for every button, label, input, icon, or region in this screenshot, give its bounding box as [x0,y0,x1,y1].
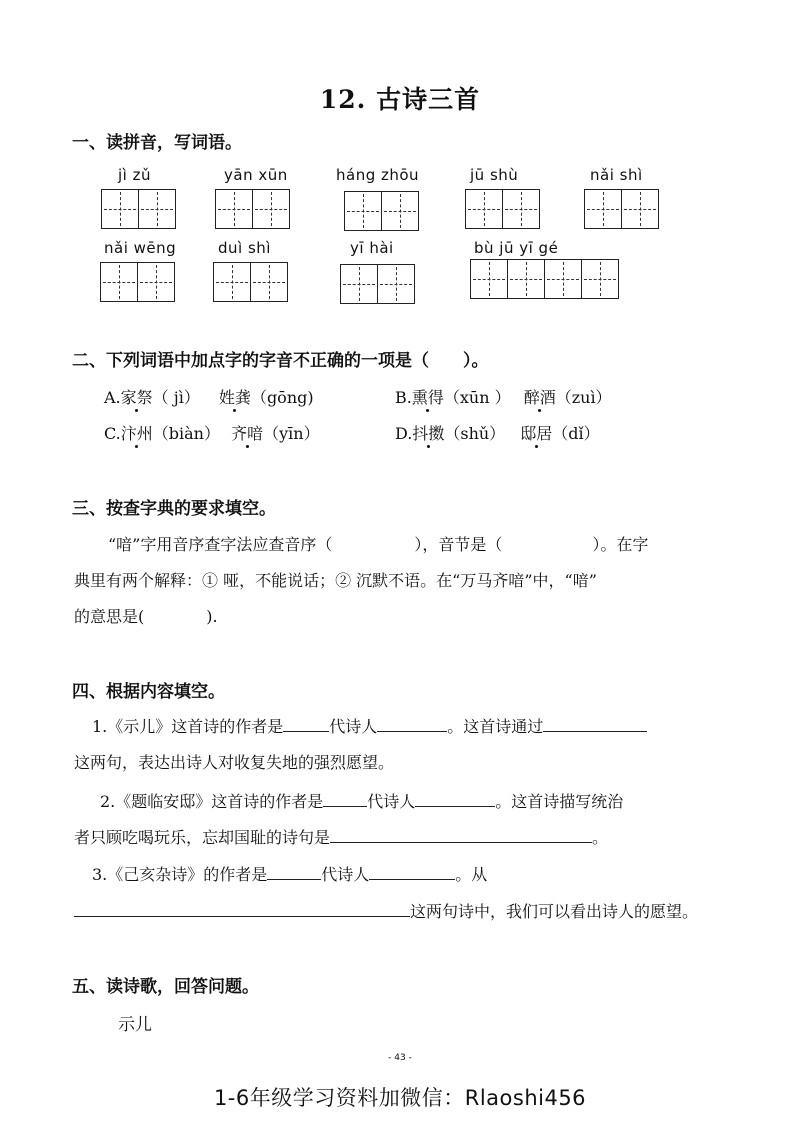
fill-blank-q3-poet[interactable] [369,863,455,880]
fill-q2-b: 代诗人 [367,792,416,811]
fill-q2-line1 [100,789,623,812]
choice-b-word2: 醉酒 [523,388,556,407]
choice-c-label: C. [104,424,121,443]
dict-line-2: 典里有两个解释：① 哑，不能说话；② 沉默不语。在“万马齐喑”中，“喑” [74,571,597,590]
section-5-heading: 五、读诗歌，回答问题。 [72,977,259,997]
choice-c-word1: 汴州 [120,424,153,443]
choice-a-word2: 姓龚 [218,388,251,407]
choice-c[interactable] [104,421,320,444]
writing-box-6[interactable] [100,262,175,302]
choice-a-pinyin2: （gōng) [250,388,314,407]
choice-d-word2: 邸居 [520,424,553,443]
writing-box-1[interactable] [101,189,176,229]
choice-d-pinyin2: （dǐ） [552,424,600,443]
choice-b[interactable] [395,385,612,408]
choice-b-pinyin2: （zuì） [555,388,612,407]
choice-d[interactable] [395,421,600,444]
section-2-heading: 二、下列词语中加点字的字音不正确的一项是（ ）。 [72,351,489,371]
dict-line-1 [108,532,648,555]
choice-d-label: D. [395,424,413,443]
fill-blank-q3-lines[interactable] [74,900,410,917]
section-1-heading: 一、读拼音，写词语。 [72,133,242,153]
footer-note: 1-6年级学习资料加微信：Rlaoshi456 [213,1086,587,1110]
fill-blank-q1-poet[interactable] [377,715,447,732]
writing-box-4[interactable] [465,189,540,229]
fill-q1-line1 [92,714,647,737]
fill-q3-c: 。从 [455,865,488,884]
fill-q3-line1 [92,862,487,885]
fill-q1-c: 。这首诗通过 [447,717,544,736]
pinyin-5: nǎi shì [590,166,643,184]
pinyin-3: háng zhōu [336,166,420,184]
fill-q1-line2: 这两句，表达出诗人对收复失地的强烈愿望。 [74,753,395,772]
pinyin-1: jì zǔ [118,166,151,184]
pinyin-7: duì shì [218,239,271,257]
choice-b-word1: 熏得 [411,388,444,407]
page-number: - 43 - [388,1053,412,1063]
fill-q2-d: 者只顾吃喝玩乐，忘却国耻的诗句是 [74,828,331,847]
fill-q2-a: 2.《题临安邸》这首诗的作者是 [100,792,324,811]
choice-a[interactable] [104,385,314,408]
fill-blank-q1-lines[interactable] [543,715,647,732]
choice-c-pinyin2: （yīn） [263,424,320,443]
choice-c-pinyin1: （biàn） [152,424,220,443]
fill-blank-q2-poet[interactable] [415,790,495,807]
writing-box-8[interactable] [340,264,415,304]
writing-box-9[interactable] [470,259,619,299]
fill-blank-q3-dynasty[interactable] [267,863,321,880]
choice-a-pinyin1: （ jì） [152,388,200,407]
pinyin-2: yān xūn [224,166,288,184]
choice-a-label: A. [104,388,121,407]
section-4-heading: 四、根据内容填空。 [72,682,225,702]
dict-line-3 [74,604,218,627]
writing-box-2[interactable] [215,189,290,229]
fill-q3-a: 3.《己亥杂诗》的作者是 [92,865,268,884]
dict-line-3-b: ). [206,607,218,626]
pinyin-6: nǎi wēng [104,239,177,257]
choice-d-pinyin1: （shǔ） [444,424,506,443]
choice-b-pinyin1: （xūn ） [443,388,511,407]
fill-q3-d: 这两句诗中，我们可以看出诗人的愿望。 [410,902,699,921]
poem-title: 示儿 [118,1015,152,1035]
dict-line-1-c: ）。在字 [592,535,649,554]
choice-c-word2: 齐喑 [231,424,264,443]
choice-b-label: B. [395,388,412,407]
writing-box-7[interactable] [213,262,288,302]
fill-q2-line2 [74,825,608,848]
fill-q1-b: 代诗人 [329,717,378,736]
pinyin-8: yī hài [350,239,394,257]
fill-q2-e: 。 [592,828,609,847]
fill-q3-line2 [74,899,698,922]
fill-q2-c: 。这首诗描写统治 [495,792,624,811]
dict-line-1-a: “喑”字用音序查字法应查音序（ [108,535,333,554]
page-title: 12. 古诗三首 [319,85,481,114]
fill-blank-q1-dynasty[interactable] [283,715,329,732]
dict-line-1-b: ），音节是（ [414,535,503,554]
writing-box-5[interactable] [584,189,659,229]
dict-line-3-a: 的意思是( [74,607,145,626]
pinyin-9: bù jū yī gé [474,239,559,257]
fill-q1-a: 1.《示儿》这首诗的作者是 [92,717,284,736]
choice-d-word1: 抖擞 [412,424,445,443]
fill-q3-b: 代诗人 [321,865,370,884]
choice-a-word1: 家祭 [120,388,153,407]
pinyin-4: jū shù [470,166,519,184]
section-3-heading: 三、按查字典的要求填空。 [72,499,276,519]
fill-blank-q2-lines[interactable] [330,826,592,843]
writing-box-3[interactable] [344,191,419,231]
fill-blank-q2-dynasty[interactable] [323,790,367,807]
